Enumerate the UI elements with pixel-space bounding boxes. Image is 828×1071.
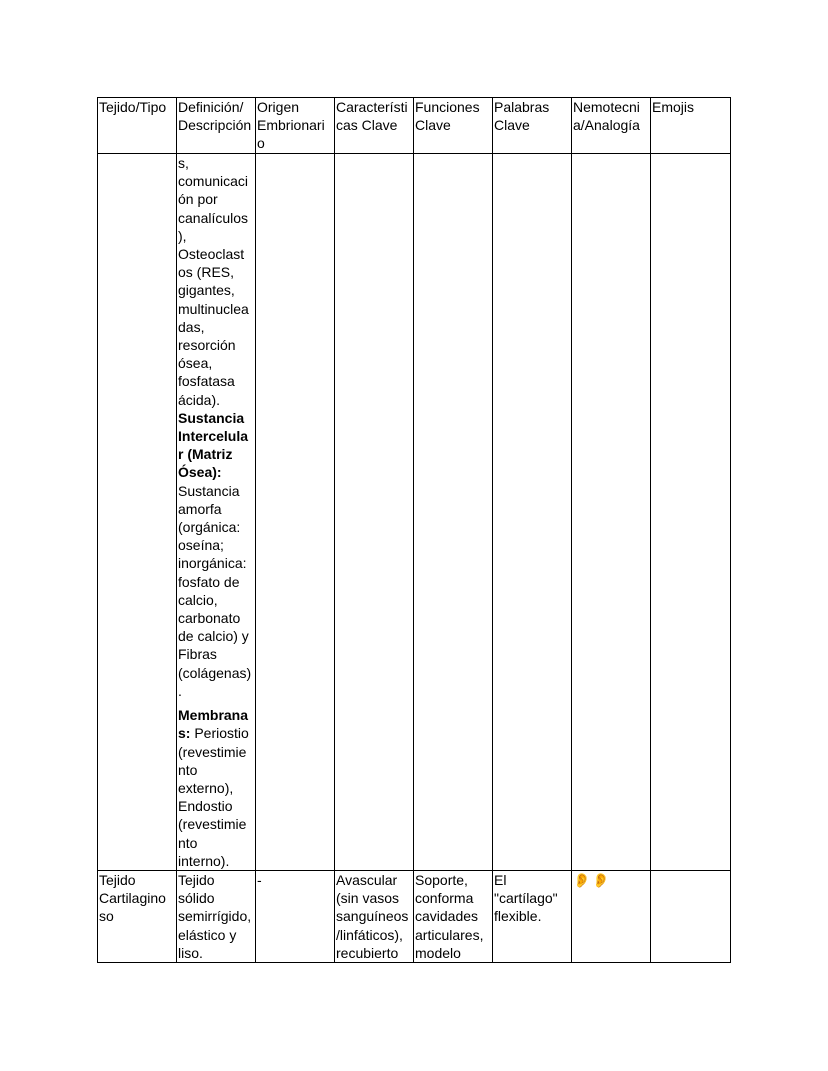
cell-palabras-cartilaginoso: El "cartílago" flexible. xyxy=(493,870,572,962)
header-funciones: Funciones Clave xyxy=(414,98,493,154)
cell-nemotecnia-empty xyxy=(572,154,651,871)
header-palabras: Palabras Clave xyxy=(493,98,572,154)
cell-tipo-empty xyxy=(98,154,177,871)
cell-caracteristicas-empty xyxy=(335,154,414,871)
cell-funciones-cartilaginoso: Soporte, conforma cavidades articulares, modelo xyxy=(414,870,493,962)
content-table xyxy=(97,97,731,963)
header-nemotecnia: Nemotecni a/Analogía xyxy=(572,98,651,154)
cell-nemotecnia-cartilaginoso xyxy=(572,870,651,962)
cell-tipo-cartilaginoso: Tejido Cartilagino so xyxy=(98,870,177,962)
cell-definicion-continued xyxy=(177,154,256,871)
header-origen: Origen Embrionari o xyxy=(256,98,335,154)
header-caracteristicas: Característi cas Clave xyxy=(335,98,414,154)
header-emojis: Emojis xyxy=(651,98,731,154)
cell-emojis-cartilaginoso xyxy=(651,870,731,962)
membranas-block: Membrana s: Periostio (revestimie nto externo), Endostio (revestimie nto interno). xyxy=(178,707,249,869)
cell-emojis-empty xyxy=(651,154,731,871)
cell-funciones-empty xyxy=(414,154,493,871)
cell-palabras-empty xyxy=(493,154,572,871)
header-tejido-tipo: Tejido/Tipo xyxy=(98,98,177,154)
ear-icon: 👂👂 xyxy=(573,871,612,888)
lines-b: Sustancia amorfa (orgánica: oseína; inorgánica: fosfato de calcio, carbonato de calcio) y Fibras (colágenas) . xyxy=(178,482,252,699)
table-row xyxy=(98,154,731,871)
cell-origen-cartilaginoso: - xyxy=(256,870,335,962)
header-row xyxy=(98,98,731,154)
cell-caracteristicas-cartilaginoso: Avascular (sin vasos sanguíneos /linfáticos), recubierto xyxy=(335,870,414,962)
cell-definicion-cartilaginoso: Tejido sólido semirrígido, elástico y liso. xyxy=(177,870,256,962)
heading-sustancia-intercelular: Sustancia Intercelula r (Matriz Ósea): xyxy=(178,409,249,481)
lines-a: s, comunicaci ón por canalículos ), Osteoclast os (RES, gigantes, multinuclea das, resorción ósea, fosfatasa ácida). xyxy=(178,155,249,408)
heading-membranas-end: s: xyxy=(178,725,191,742)
cell-origen-empty xyxy=(256,154,335,871)
table-row-cartilaginoso xyxy=(98,870,731,962)
header-definicion: Definición/ Descripción xyxy=(177,98,256,154)
